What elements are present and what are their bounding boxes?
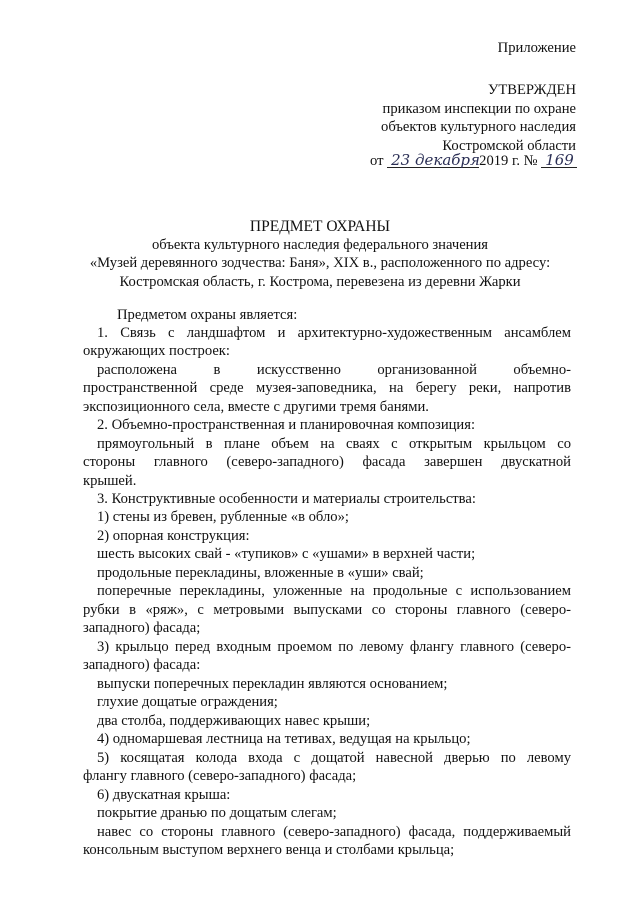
body-line: консольным выступом верхнего венца и столбами крыльца; xyxy=(83,842,455,858)
body-line: западного) фасада; xyxy=(83,620,201,636)
body-line: крышей. xyxy=(83,473,137,489)
body-line: 3) крыльцо перед входным проемом по левому флангу главного (северо- xyxy=(97,639,571,655)
body-line: навес со стороны главного (северо-западного) фасада, поддерживаемый xyxy=(97,824,571,840)
body-line: расположена в искусственно организованной объемно- xyxy=(97,362,571,378)
document-title: ПРЕДМЕТ ОХРАНЫ xyxy=(249,218,391,235)
body-line: 2. Объемно-пространственная и планировочная композиция: xyxy=(97,417,476,433)
approved-label: УТВЕРЖДЕН xyxy=(488,82,576,98)
title-subline-1: объекта культурного наследия федерального значения xyxy=(151,237,489,253)
title-subline-2: «Музей деревянного зодчества: Баня», XIX в., расположенного по адресу: xyxy=(89,255,551,271)
body-line: флангу главного (северо-западного) фасада; xyxy=(83,768,357,784)
order-line-3: Костромской области xyxy=(442,138,576,154)
appendix-label: Приложение xyxy=(497,40,576,56)
body-line: пространственной среде музея-заповедника, на берегу реки, напротив xyxy=(83,380,571,396)
handwritten-number: 169 xyxy=(541,153,577,168)
body-line: 5) косящатая колода входа с дощатой навесной дверью по левому xyxy=(97,750,571,766)
body-line: стороны главного (северо-западного) фасада завершен двускатной xyxy=(83,454,571,470)
body-line: Предметом охраны является: xyxy=(117,307,298,323)
body-line: 3. Конструктивные особенности и материалы строительства: xyxy=(97,491,476,507)
body-line: западного) фасада: xyxy=(83,657,201,673)
body-line: продольные перекладины, вложенные в «уши» свай; xyxy=(97,565,424,581)
body-line: 4) одномаршевая лестница на тетивах, ведущая на крыльцо; xyxy=(97,731,471,747)
order-line-2: объектов культурного наследия xyxy=(381,119,576,135)
title-subline-3: Костромская область, г. Кострома, перевезена из деревни Жарки xyxy=(119,274,521,290)
body-line: два столба, поддерживающих навес крыши; xyxy=(97,713,371,729)
body-line: 2) опорная конструкция: xyxy=(97,528,250,544)
order-line-1: приказом инспекции по охране xyxy=(382,101,576,117)
body-line: экспозиционного села, вместе с другими тремя банями. xyxy=(83,399,429,415)
body-line: выпуски поперечных перекладин являются основанием; xyxy=(97,676,448,692)
body-line: рубки в «ряж», с метровыми выпусками со стороны главного (северо- xyxy=(83,602,571,618)
date-prefix: от xyxy=(370,153,384,169)
body-line: поперечные перекладины, уложенные на продольные с использованием xyxy=(97,583,571,599)
body-line: прямоугольный в плане объем на сваях с открытым крыльцом со xyxy=(97,436,571,452)
body-line: глухие дощатые ограждения; xyxy=(97,694,278,710)
body-line: 1) стены из бревен, рубленные «в обло»; xyxy=(97,509,349,525)
date-year: 2019 г. № xyxy=(479,153,538,169)
handwritten-date: 23 декабря xyxy=(387,153,479,168)
body-line: 6) двускатная крыша: xyxy=(97,787,231,803)
order-date-line xyxy=(370,153,577,170)
body-line: шесть высоких свай - «тупиков» с «ушами» в верхней части; xyxy=(97,546,476,562)
body-line: покрытие дранью по дощатым слегам; xyxy=(97,805,337,821)
body-line: окружающих построек: xyxy=(83,343,230,359)
body-line: 1. Связь с ландшафтом и архитектурно-художественным ансамблем xyxy=(97,325,571,341)
